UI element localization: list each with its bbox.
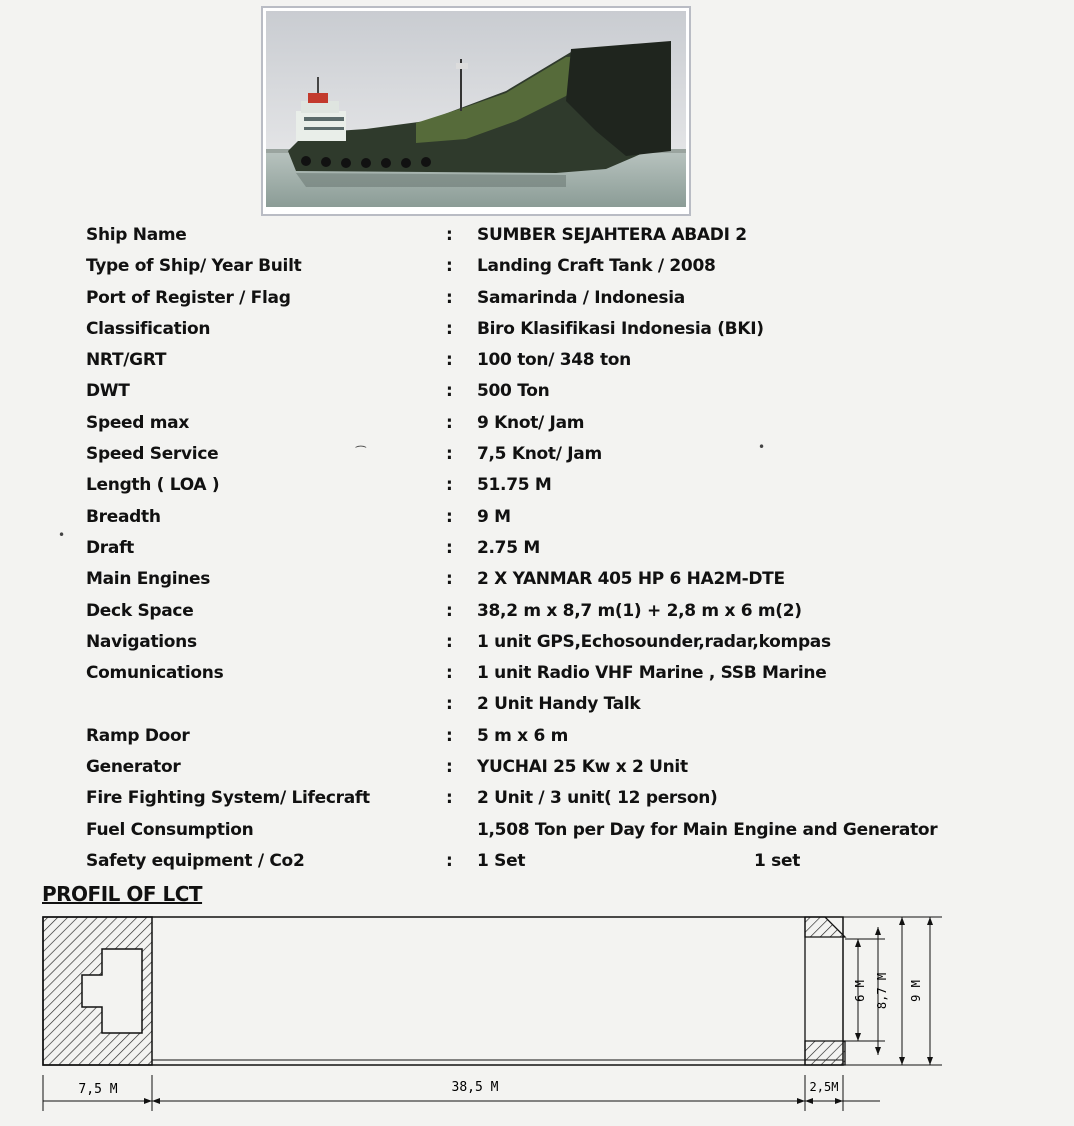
scan-speck: ⁀ <box>356 446 366 460</box>
spec-row <box>86 474 986 505</box>
spec-value: 1 unit GPS,Echosounder,radar,kompas <box>477 631 831 652</box>
scan-speck: • <box>58 528 66 542</box>
spec-label: NRT/GRT <box>86 350 167 371</box>
scan-speck: • <box>758 440 766 454</box>
spec-colon: : <box>446 225 453 245</box>
spec-value: SUMBER SEJAHTERA ABADI 2 <box>477 225 747 245</box>
spec-colon: : <box>446 506 453 527</box>
spec-value: 51.75 M <box>477 475 552 496</box>
spec-value: 2.75 M <box>477 537 540 558</box>
spec-label: Ship Name <box>86 225 187 245</box>
spec-row <box>86 318 986 349</box>
spec-row <box>86 224 986 255</box>
profile-heading: PROFIL OF LCT <box>42 882 203 906</box>
spec-value: 7,5 Knot/ Jam <box>477 444 602 465</box>
spec-value: 1 unit Radio VHF Marine , SSB Marine <box>477 663 827 684</box>
spec-label: Comunications <box>86 663 224 684</box>
spec-row <box>86 662 986 693</box>
spec-label: Safety equipment / Co2 <box>86 850 305 871</box>
spec-row <box>86 380 986 411</box>
bow-ramp-bottom <box>805 1041 845 1065</box>
spec-colon: : <box>446 412 453 433</box>
spec-label: Classification <box>86 318 211 339</box>
spec-label: Port of Register / Flag <box>86 287 291 308</box>
spec-colon: : <box>446 631 453 652</box>
ship-photo <box>266 11 686 207</box>
spec-value: 2 Unit Handy Talk <box>477 694 641 715</box>
lct-profile-diagram <box>30 905 950 1120</box>
spec-row <box>86 255 986 286</box>
spec-colon: : <box>446 663 453 684</box>
dim-breadth-label: 9 M <box>909 980 923 1002</box>
spec-colon: : <box>446 318 453 339</box>
spec-value: Landing Craft Tank / 2008 <box>477 256 716 277</box>
spec-label: Fuel Consumption <box>86 819 254 840</box>
spec-label: Breadth <box>86 506 161 527</box>
spec-row <box>86 850 986 881</box>
spec-label: Deck Space <box>86 600 194 621</box>
spec-label: Ramp Door <box>86 725 190 746</box>
spec-colon: : <box>446 600 453 621</box>
spec-colon: : <box>446 475 453 496</box>
spec-row <box>86 537 986 568</box>
spec-value: 500 Ton <box>477 381 550 402</box>
spec-colon: : <box>446 757 453 778</box>
spec-row <box>86 693 986 724</box>
bow-ramp-top <box>805 917 845 937</box>
dim-deck-label: 38,5 M <box>451 1080 499 1095</box>
spec-colon: : <box>446 350 453 371</box>
dim-stern-label: 7,5 M <box>78 1082 118 1097</box>
dim-ramp-label: 6 M <box>853 980 867 1002</box>
spec-label: Speed max <box>86 412 190 433</box>
spec-label: Main Engines <box>86 569 211 590</box>
spec-label: Generator <box>86 757 181 778</box>
spec-colon: : <box>446 287 453 308</box>
spec-row <box>86 631 986 662</box>
spec-label: Speed Service <box>86 444 219 465</box>
spec-row <box>86 412 986 443</box>
spec-extra-value: 1 set <box>754 850 801 871</box>
spec-row <box>86 506 986 537</box>
hull-outline <box>43 917 843 1065</box>
spec-value: 2 Unit / 3 unit( 12 person) <box>477 788 718 809</box>
spec-value: 1,508 Ton per Day for Main Engine and Generator <box>477 819 938 840</box>
spec-value: 1 Set <box>477 850 526 871</box>
ship-specifications <box>86 224 986 881</box>
spec-row <box>86 568 986 599</box>
spec-label: Type of Ship/ Year Built <box>86 256 302 277</box>
spec-colon: : <box>446 444 453 465</box>
spec-colon: : <box>446 537 453 558</box>
spec-colon: : <box>446 725 453 746</box>
dim-bow-label: 2,5M <box>809 1080 839 1094</box>
spec-value: Biro Klasifikasi Indonesia (BKI) <box>477 318 764 339</box>
stern-section <box>43 917 152 1065</box>
spec-row <box>86 349 986 380</box>
spec-label: Fire Fighting System/ Lifecraft <box>86 788 370 809</box>
spec-value: 38,2 m x 8,7 m(1) + 2,8 m x 6 m(2) <box>477 600 802 621</box>
spec-colon: : <box>446 788 453 809</box>
spec-value: 2 X YANMAR 405 HP 6 HA2M-DTE <box>477 569 785 590</box>
ship-photo-frame <box>261 6 691 216</box>
spec-value: 9 Knot/ Jam <box>477 412 585 433</box>
spec-colon: : <box>446 694 453 715</box>
spec-row <box>86 725 986 756</box>
spec-row <box>86 443 986 474</box>
spec-label: DWT <box>86 381 130 402</box>
spec-label: Draft <box>86 537 134 558</box>
spec-colon: : <box>446 850 453 871</box>
spec-row <box>86 819 986 850</box>
spec-value: 5 m x 6 m <box>477 725 569 746</box>
spec-value: 9 M <box>477 506 511 527</box>
spec-colon: : <box>446 381 453 402</box>
spec-value: YUCHAI 25 Kw x 2 Unit <box>477 757 688 778</box>
spec-row <box>86 600 986 631</box>
spec-value: Samarinda / Indonesia <box>477 287 685 308</box>
spec-row <box>86 287 986 318</box>
dim-deck-width-label: 8,7 M <box>875 972 889 1010</box>
spec-colon: : <box>446 256 453 277</box>
spec-colon: : <box>446 569 453 590</box>
spec-row <box>86 787 986 818</box>
spec-label: Length ( LOA ) <box>86 475 220 496</box>
spec-row <box>86 756 986 787</box>
spec-label: Navigations <box>86 631 197 652</box>
spec-value: 100 ton/ 348 ton <box>477 350 631 371</box>
